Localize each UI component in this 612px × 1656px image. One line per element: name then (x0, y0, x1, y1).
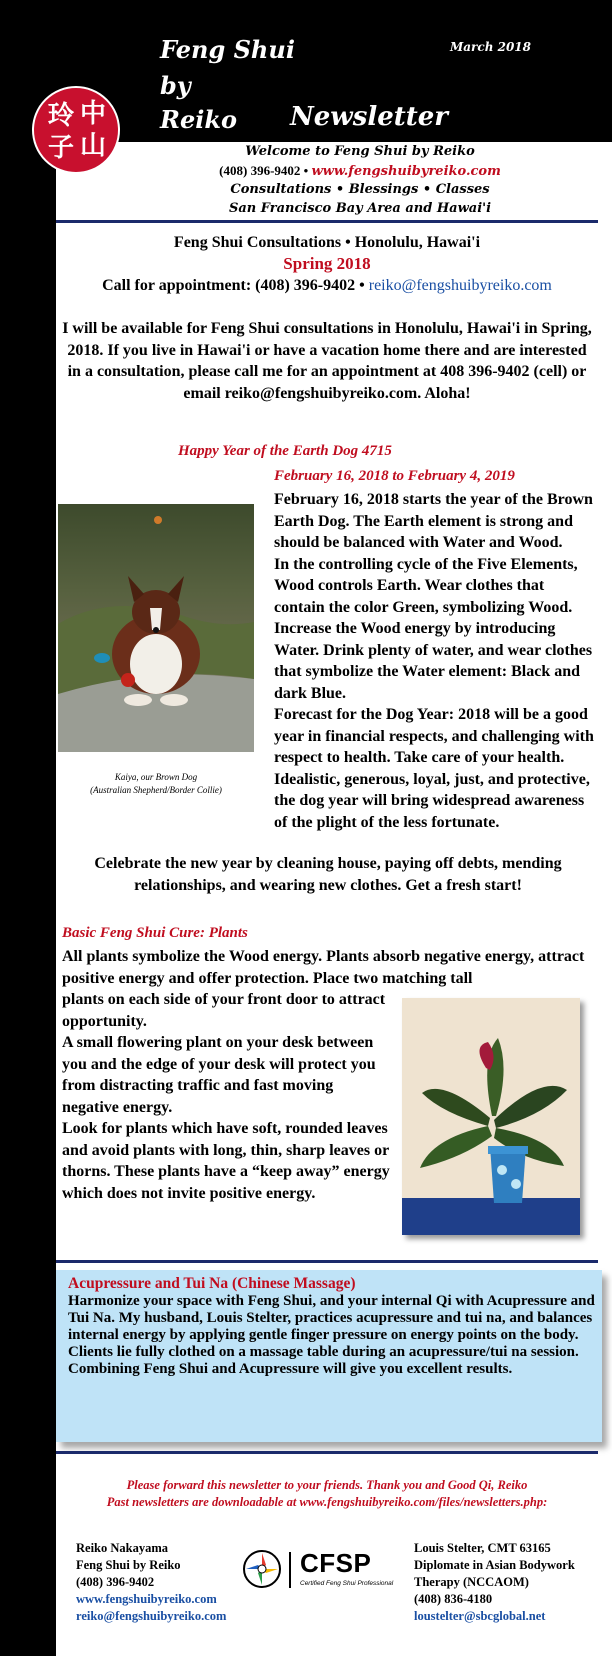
logo-char-2: 中 (79, 99, 106, 129)
plants-para-2: A small flowering plant on your desk between you and the edge of your desk will protect you from distracting traffic and fast moving negative energy. (62, 1034, 376, 1116)
louis-title: Diplomate in Asian Bodywork (414, 1558, 575, 1572)
reiko-phone: (408) 396-9402 (76, 1575, 155, 1589)
reiko-business: Feng Shui by Reiko (76, 1558, 181, 1572)
reiko-seal-logo (32, 86, 120, 174)
footer-reiko-contact (76, 1540, 226, 1625)
reiko-name: Reiko Nakayama (76, 1541, 169, 1555)
cfsp-divider (289, 1552, 291, 1588)
dog-photo-caption-line2: (Australian Shepherd/Border Collie) (90, 785, 222, 795)
reiko-website-link[interactable]: www.fengshuibyreiko.com (76, 1592, 217, 1606)
celebrate-text: Celebrate the new year by cleaning house, paying off debts, mending relationships, and wearing new clothes. Get a fresh start! (94, 855, 562, 894)
dog-year-text (274, 489, 594, 833)
left-sidebar-bar (0, 0, 56, 1656)
consultation-heading: Feng Shui Consultations • Honolulu, Hawai'i (173, 234, 481, 251)
footer-louis-contact (414, 1540, 575, 1625)
appointment-email-link[interactable]: reiko@fengshuibyreiko.com (368, 277, 552, 294)
plant-photo (402, 998, 580, 1235)
past-newsletters-note: Past newsletters are downloadable at www.fengshuibyreiko.com/files/newsletters.php: (106, 1495, 548, 1509)
dog-illustration (58, 504, 254, 752)
cfsp-acronym: CFSP (300, 1548, 372, 1578)
plants-para-3: Look for plants which have soft, rounded leaves and avoid plants with long, thin, sharp leaves or thorns. These plants have a “keep away” energy which does not invite positive energy. (62, 1120, 390, 1202)
services-line: Consultations • Blessings • Classes (230, 182, 490, 197)
louis-name: Louis Stelter, CMT 63165 (414, 1541, 551, 1555)
brand-line-2: by (160, 71, 191, 100)
plants-intro: All plants symbolize the Wood energy. Plants absorb negative energy, attract positive energy and offer protection. Place two matching tall (62, 948, 585, 987)
plants-text (62, 989, 394, 1204)
newsletter-title: Newsletter (290, 102, 449, 132)
forward-note: Please forward this newsletter to your friends. Thank you and Good Qi, Reiko (126, 1478, 528, 1492)
dog-year-dates: February 16, 2018 to February 4, 2019 (274, 468, 515, 484)
brand-line-1: Feng Shui (160, 35, 295, 64)
acu-top-divider (56, 1260, 598, 1263)
plants-para-1-end: plants on each side of your front door to attract opportunity. (62, 991, 386, 1030)
consultation-season: Spring 2018 (283, 254, 371, 273)
header-website-link[interactable]: www.fengshuibyreiko.com (311, 164, 501, 179)
issue-date: March 2018 (450, 40, 531, 54)
logo-char-4: 山 (79, 131, 106, 161)
header-phone: (408) 396-9402 • (219, 163, 309, 178)
areas-line: San Francisco Bay Area and Hawai'i (228, 201, 492, 216)
plants-title: Basic Feng Shui Cure: Plants (62, 925, 248, 941)
appointment-phone: Call for appointment: (408) 396-9402 • (102, 277, 365, 294)
dog-photo (58, 504, 254, 752)
header-divider (56, 220, 598, 223)
louis-email-link[interactable]: loustelter@sbcglobal.net (414, 1609, 546, 1623)
reiko-email-link[interactable]: reiko@fengshuibyreiko.com (76, 1609, 227, 1623)
logo-char-3: 子 (47, 133, 74, 163)
dog-year-title: Happy Year of the Earth Dog 4715 (178, 443, 392, 459)
louis-certification: Therapy (NCCAOM) (414, 1575, 529, 1589)
phone-website-line (150, 161, 570, 182)
cfsp-subtitle: Certified Feng Shui Professional (300, 1580, 394, 1587)
acupressure-body: Harmonize your space with Feng Shui, and your internal Qi with Acupressure and Tui Na. My husband, Louis Stelter, practices acupressure and tui na, and balances internal energy by applying gentle finger pressure on energy points on the body. Clients lie fully clothed on a massage table during an acupressure/tui na session. Combining Feng Shui and Acupressure will give you excellent results. (68, 1293, 595, 1377)
dog-year-para-2: In the controlling cycle of the Five Elements, Wood controls Earth. Wear clothes that contain the color Green, symbolizing Wood. Increase the Wood energy by introducing Water. Drink plenty of water, and wear clothes that symbolize the Water element: Black and dark Blue. (274, 555, 593, 702)
consultation-body: I will be available for Feng Shui consultations in Honolulu, Hawai'i in Spring, 2018. If you live in Hawai'i or have a vacation home there and are interested in a consultation, please call me for an appointment at 408 396-9402 (cell) or email reiko@fengshuibyreiko.com. Aloha! (62, 320, 592, 402)
acu-bottom-divider (56, 1451, 598, 1454)
plant-illustration (402, 998, 580, 1235)
dog-year-para-3: Forecast for the Dog Year: 2018 will be a good year in financial respects, and challenging with respect to health. Take care of your health. Idealistic, generous, loyal, just, and protective, the dog year will bring widespread awareness of the plight of the less fortunate. (274, 706, 594, 831)
louis-phone: (408) 836-4180 (414, 1592, 493, 1606)
brand-line-3: Reiko (160, 105, 237, 134)
appointment-line (56, 275, 598, 297)
cfsp-mandala-icon (242, 1549, 282, 1589)
dog-year-para-1: February 16, 2018 starts the year of the Brown Earth Dog. The Earth element is strong and should be balanced with Water and Wood. (274, 491, 593, 551)
logo-char-1: 玲 (47, 101, 74, 131)
welcome-line: Welcome to Feng Shui by Reiko (245, 144, 475, 159)
dog-photo-caption-line1: Kaiya, our Brown Dog (114, 772, 198, 782)
acupressure-title: Acupressure and Tui Na (Chinese Massage) (68, 1275, 356, 1292)
